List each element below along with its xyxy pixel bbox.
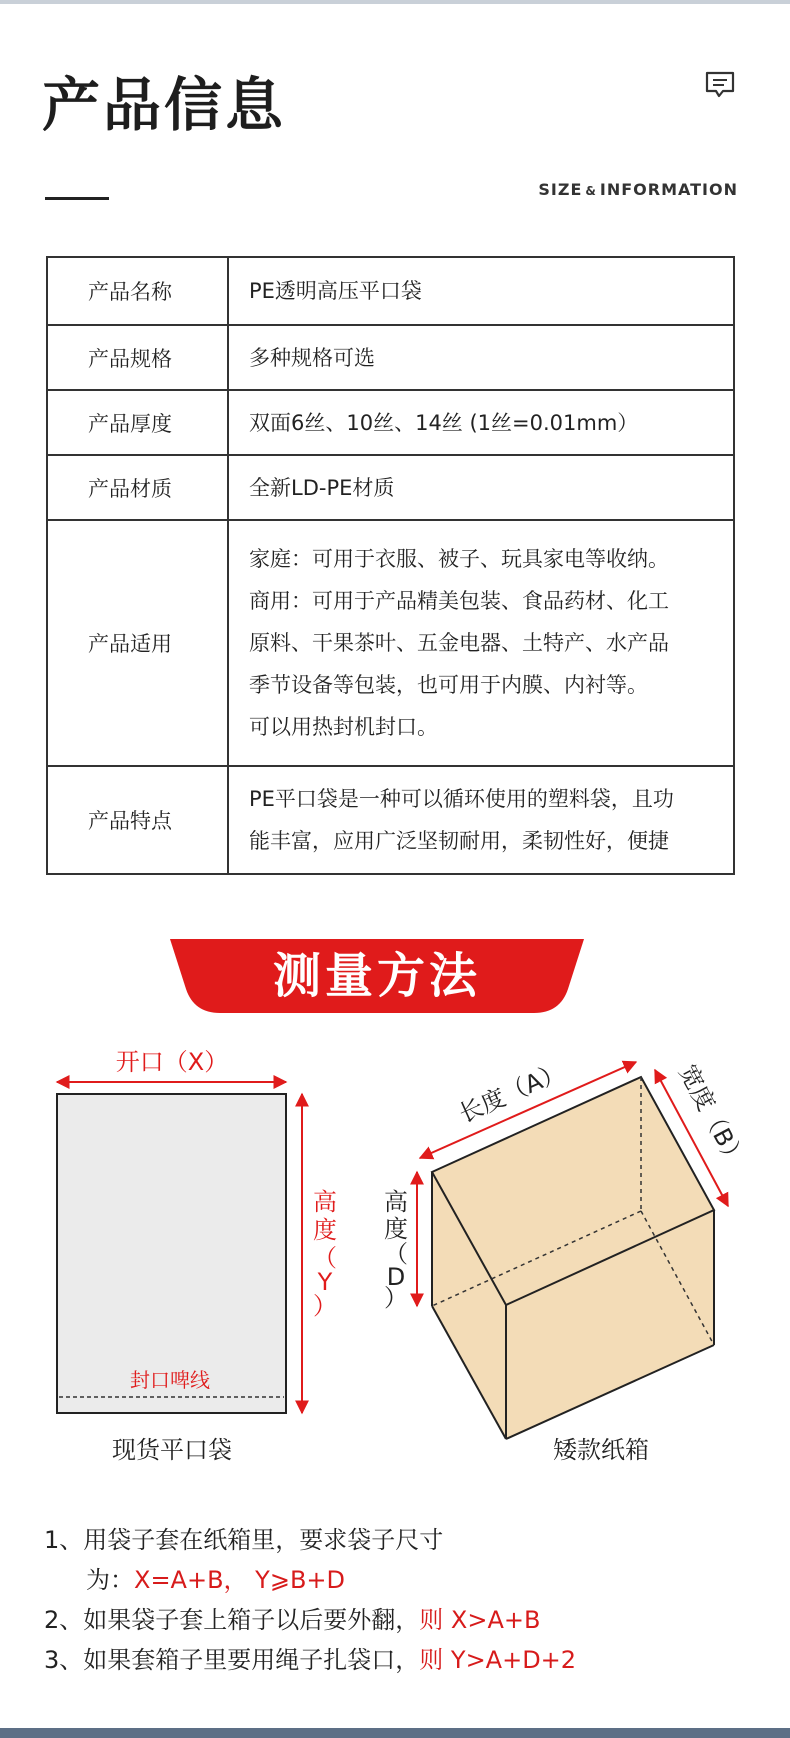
step-2 — [44, 1600, 576, 1640]
table-row — [47, 520, 734, 766]
row-value: 多种规格可选 — [228, 325, 734, 390]
box-height-char: （ — [384, 1240, 408, 1268]
message-icon[interactable] — [704, 70, 736, 100]
measure-banner-title: 测量方法 — [272, 948, 481, 1004]
measurement-diagram — [0, 1040, 790, 1480]
step-3 — [44, 1640, 576, 1680]
step-1-formula: X=A+B， Y⩾B+D — [134, 1566, 345, 1594]
subtitle-information: INFORMATION — [599, 180, 738, 199]
row-label: 产品规格 — [47, 325, 228, 390]
usage-line: 家庭：可用于衣服、被子、玩具家电等收纳。 — [249, 547, 669, 571]
bag-height-char: ） — [313, 1292, 337, 1320]
bag-height-char: Y — [317, 1268, 333, 1296]
title-underline — [45, 197, 109, 200]
box-caption: 矮款纸箱 — [553, 1436, 649, 1464]
table-row — [47, 257, 734, 325]
bag-height-char: 度 — [313, 1216, 337, 1244]
box-length-label: 长度（A） — [454, 1057, 569, 1129]
step-1-line-2 — [44, 1560, 576, 1600]
table-row — [47, 325, 734, 390]
row-label: 产品材质 — [47, 455, 228, 520]
box-height-char: D — [386, 1263, 406, 1291]
row-value: 双面6丝、10丝、14丝 (1丝=0.01mm） — [228, 390, 734, 455]
bottom-edge-bar — [0, 1728, 790, 1738]
box-height-char: ） — [384, 1284, 408, 1312]
bag-height-char: 高 — [313, 1188, 337, 1216]
bag-shape — [57, 1094, 286, 1413]
step-3-formula: 则 Y>A+D+2 — [419, 1646, 577, 1674]
row-label: 产品特点 — [47, 766, 228, 874]
feature-text — [249, 778, 713, 862]
subtitle-size: SIZE — [538, 180, 583, 199]
step-1-prefix: 为： — [86, 1566, 134, 1594]
box-height-char: 高 — [384, 1188, 408, 1216]
step-2-formula: 则 X>A+B — [419, 1606, 541, 1634]
feature-line: PE平口袋是一种可以循环使用的塑料袋，且功 — [249, 787, 674, 811]
step-2-text: 2、如果袋子套上箱子以后要外翻， — [44, 1606, 420, 1634]
box-height-char: 度 — [384, 1215, 408, 1243]
bag-caption: 现货平口袋 — [112, 1436, 232, 1464]
row-label: 产品厚度 — [47, 390, 228, 455]
section-subtitle — [538, 180, 738, 199]
row-value: PE透明高压平口袋 — [228, 257, 734, 325]
page-title: 产品信息 — [42, 71, 287, 139]
usage-line: 原料、干果茶叶、五金电器、土特产、水产品 — [249, 631, 669, 655]
row-value — [228, 520, 734, 766]
row-label: 产品适用 — [47, 520, 228, 766]
subtitle-amp: & — [585, 184, 597, 198]
table-row — [47, 390, 734, 455]
top-edge-bar — [0, 0, 790, 4]
feature-line: 能丰富，应用广泛坚韧耐用，柔韧性好，便捷 — [249, 829, 669, 853]
step-1-line-1: 1、用袋子套在纸箱里，要求袋子尺寸 — [44, 1526, 444, 1554]
row-value — [228, 766, 734, 874]
seal-label: 封口啤线 — [130, 1368, 210, 1392]
opening-label: 开口（X） — [115, 1048, 229, 1076]
table-row — [47, 766, 734, 874]
usage-line: 商用：可用于产品精美包装、食品药材、化工 — [249, 589, 669, 613]
table-row — [47, 455, 734, 520]
bag-height-char: （ — [313, 1244, 337, 1272]
usage-line: 可以用热封机封口。 — [249, 715, 438, 739]
box-width-label: 宽度（B） — [673, 1060, 751, 1173]
step-3-text: 3、如果套箱子里要用绳子扎袋口， — [44, 1646, 420, 1674]
measurement-steps — [44, 1520, 576, 1680]
usage-line: 季节设备等包装，也可用于内膜、内衬等。 — [249, 673, 648, 697]
row-label: 产品名称 — [47, 257, 228, 325]
row-value: 全新LD-PE材质 — [228, 455, 734, 520]
product-info-table — [46, 256, 735, 875]
